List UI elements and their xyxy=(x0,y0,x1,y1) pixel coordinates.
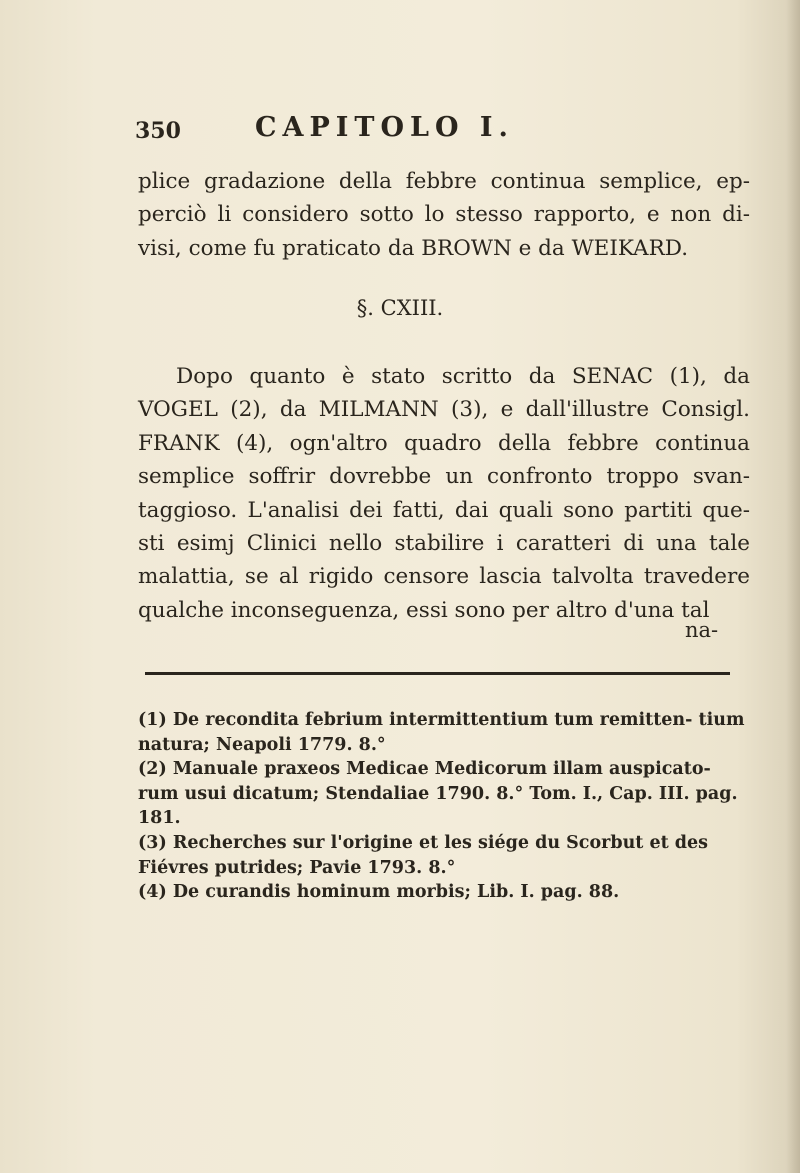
catchword: na- xyxy=(685,618,719,642)
page-number: 350 xyxy=(135,118,181,144)
footnote: (3) Recherches sur l'origine et les siége du Scorbut et des Fiévres putrides; Pavie 1793. 8.° xyxy=(138,832,709,878)
footnote: (2) Manuale praxeos Medicae Medicorum illam auspicato- rum usui dicatum; Stendaliae 1790. 8.° Tom. I., Cap. III. pag. 181. xyxy=(138,759,738,829)
footnotes xyxy=(138,708,750,905)
page-edge-shadow xyxy=(786,0,800,1173)
paragraph-text: plice gradazione della febbre continua semplice, ep- perciò li considero sotto lo stesso rapporto, e non di- visi, come fu praticato da BROWN e da WEIKARD. xyxy=(138,169,750,261)
footnote-rule xyxy=(145,672,730,675)
running-title: CAPITOLO I. xyxy=(255,112,514,143)
paragraph-text: Dopo quanto è stato scritto da SENAC (1), da VOGEL (2), da MILMANN (3), e dall'illustre Consigl. FRANK (4), ogn'altro quadro della febbre continua semplice soffrir dovrebbe un confronto troppo svan- taggioso. L'analisi dei fatti, dai quali sono partiti que- sti esimj Clinici nello stabilire i caratteri di una tale malattia, se al rigido censore lascia talvolta travedere qualche inconseguenza, essi sono per altro d'una tal xyxy=(138,364,750,623)
paragraph xyxy=(138,360,750,627)
paragraph-continuation xyxy=(138,165,750,265)
section-heading: §. CXIII. xyxy=(356,296,444,320)
footnote: (1) De recondita febrium intermittentium tum remitten- tium natura; Neapoli 1779. 8.° xyxy=(138,710,745,755)
footnote: (4) De curandis hominum morbis; Lib. I. pag. 88. xyxy=(138,882,620,903)
